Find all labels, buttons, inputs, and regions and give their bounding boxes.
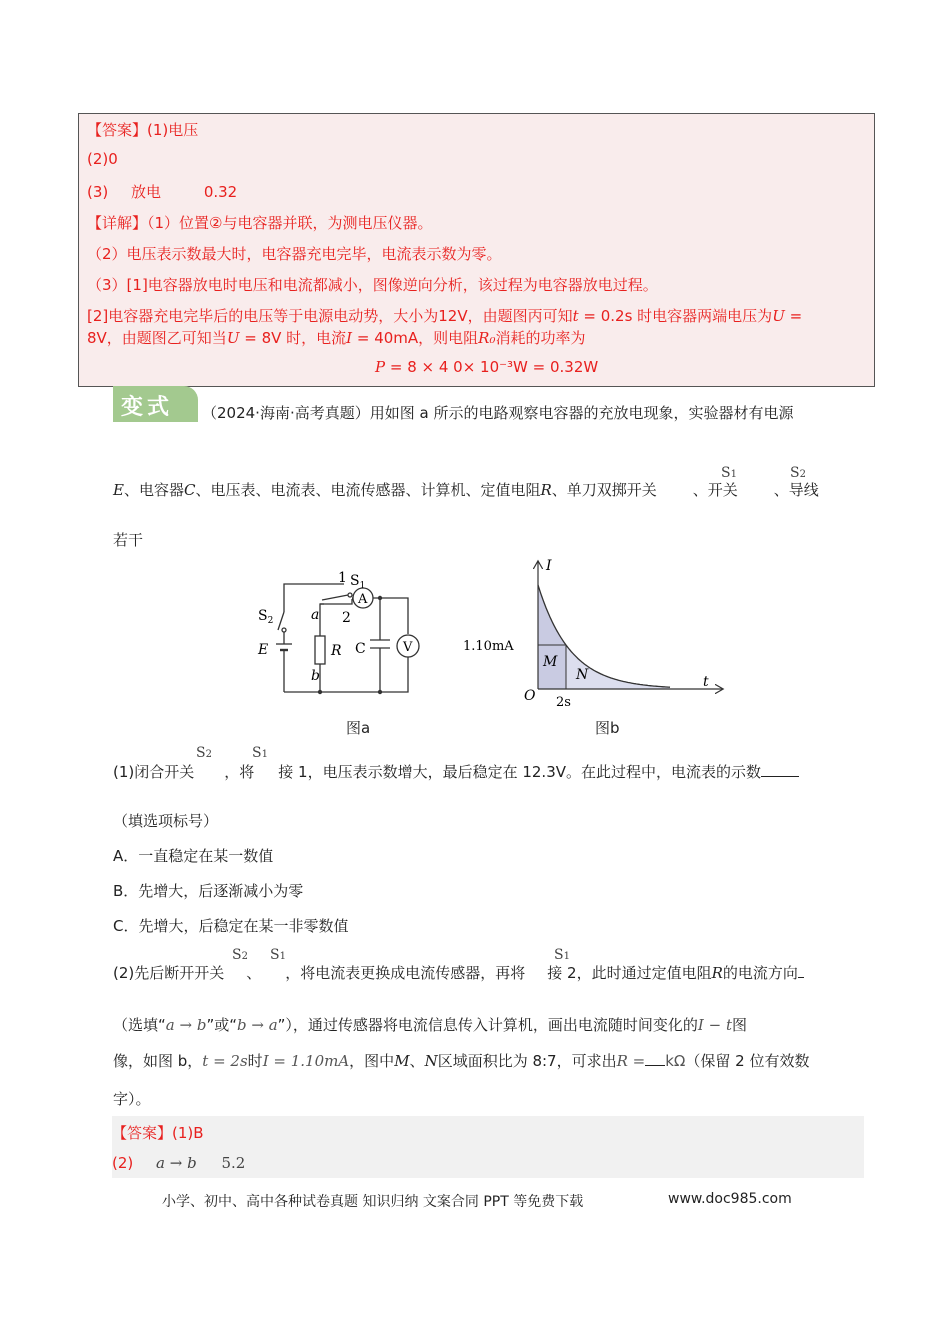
circuit-s1-letter: S — [350, 573, 360, 589]
q2-it: I − t — [697, 1016, 732, 1034]
answer-2-line-1 — [112, 1122, 204, 1143]
q2-s2-label — [232, 947, 248, 963]
var-c: C — [183, 481, 196, 499]
s1-letter: S — [721, 465, 731, 481]
q2-l3-d: 、 — [409, 1052, 425, 1070]
circuit-node-1: 1 — [338, 570, 347, 586]
s2-sub: 2 — [799, 469, 806, 480]
q2-s1b-label — [554, 947, 570, 963]
answer-2-box — [112, 1116, 864, 1178]
switch-s2-label — [790, 465, 806, 481]
detail-5-u: U — [226, 329, 240, 347]
answer-2-a1: (1)B — [172, 1124, 204, 1142]
var-d: 、开关 — [692, 481, 738, 499]
answer-2-tag: 【答案】 — [112, 1124, 173, 1142]
switch-s1-label — [721, 465, 737, 481]
q2-resistance-blank[interactable] — [645, 1065, 665, 1066]
circuit-s1 — [350, 573, 365, 591]
answer-2-val: 5.2 — [221, 1154, 246, 1172]
q1-hint: （填选项标号） — [113, 812, 219, 830]
q2-s1-sub: 1 — [279, 951, 286, 962]
var-e2: 、导线 — [773, 481, 819, 499]
q2-text: ，将电流表更换成电流传感器，再将 — [285, 964, 526, 982]
q2-l3-b: 时 — [247, 1052, 263, 1070]
variant-line-2 — [113, 479, 819, 500]
detail-4-a: [2]电容器充电完毕后的电压等于电源电动势，大小为12V，由题图丙可知 — [87, 307, 573, 325]
graph-current-mark: 1.10mA — [463, 639, 514, 654]
q1-s1-label — [252, 745, 268, 761]
detail-4-u: U — [772, 307, 785, 325]
answer-3-b: 0.32 — [203, 183, 238, 201]
var-e: E — [113, 481, 124, 499]
variant-line-3: 若干 — [113, 531, 144, 549]
it-graph — [460, 556, 730, 716]
formula-body: = 8 × 4 0× 10⁻³W = 0.32W — [385, 358, 599, 376]
detail-line-3: （3）[1]电容器放电时电压和电流都减小，图像逆向分析，该过程为电容器放电过程。 — [87, 276, 658, 294]
graph-n-label: N — [576, 667, 589, 683]
voltmeter-label: V — [403, 640, 413, 655]
formula-p: P — [375, 358, 386, 376]
q2-line-2 — [113, 1014, 747, 1035]
q2-r-eq: R = — [616, 1052, 646, 1070]
q2-n: N — [424, 1052, 438, 1070]
circuit-s2 — [258, 608, 273, 626]
answer-2-line-2 — [112, 1154, 245, 1172]
circuit-r: R — [331, 643, 342, 659]
detail-5-i: I — [346, 329, 353, 347]
detail-5-d: 消耗的功率为 — [495, 329, 586, 347]
s2-letter: S — [790, 465, 800, 481]
q1-line — [113, 761, 799, 782]
detail-line-5 — [87, 327, 586, 348]
answer-line-3 — [87, 181, 237, 202]
q2-s1b-letter: S — [554, 947, 564, 963]
answer-line-1 — [87, 119, 198, 140]
q2-unit: kΩ — [665, 1052, 686, 1070]
q2-ab: a → b — [165, 1016, 207, 1034]
answer-2-dir: a → b — [156, 1154, 197, 1172]
ammeter-label: A — [358, 592, 368, 607]
graph-m-label: M — [543, 654, 558, 670]
q2-line-4: 字）。 — [113, 1090, 151, 1108]
answer-tag: 【答案】 — [87, 121, 148, 139]
q2-r: R — [711, 964, 723, 982]
var-r: R — [540, 481, 552, 499]
variant-intro: （2024·海南·高考真题）用如图 a 所示的电路观察电容器的充放电现象，实验器材有电源 — [202, 404, 794, 422]
q2-sep: 、 — [246, 964, 262, 982]
detail-4-b: = 0.2s 时电容器两端电压为 — [578, 307, 773, 325]
q2-s1-label — [270, 947, 286, 963]
figure-a-caption: 图a — [346, 719, 371, 737]
region-m — [538, 585, 566, 689]
q2-l2-c: ”），通过传感器将电流信息传入计算机，画出电流随时间变化的 — [277, 1016, 698, 1034]
q1-option-c: C．先增大，后稳定在某一非零数值 — [113, 917, 349, 935]
graph-time-mark: 2s — [556, 695, 571, 710]
q1-option-a: A．一直稳定在某一数值 — [113, 847, 274, 865]
q2-line-3 — [113, 1050, 810, 1071]
q2-s2-letter: S — [232, 947, 242, 963]
circuit-node-2: 2 — [342, 610, 351, 626]
detail-line-1 — [87, 212, 433, 233]
answer-box — [78, 113, 875, 387]
graph-origin: O — [524, 688, 536, 704]
q2-text2: 接 2，此时通过定值电阻 — [547, 964, 712, 982]
q2-l3-f: （保留 2 位有效数 — [685, 1052, 810, 1070]
detail-4-c: = — [784, 307, 803, 325]
circuit-e: E — [258, 642, 269, 658]
circuit-s1-sub: 1 — [359, 581, 366, 591]
var-c2: 、单刀双掷开关 — [551, 481, 657, 499]
var-b: 、电压表、电流表、电流传感器、计算机、定值电阻 — [195, 481, 541, 499]
q2-m: M — [394, 1052, 410, 1070]
q2-t-eq: t = 2s — [202, 1052, 248, 1070]
q1-answer-blank[interactable] — [761, 776, 799, 777]
var-a: 、电容器 — [123, 481, 184, 499]
detail-line-2: （2）电压表示数最大时，电容器充电完毕，电流表示数为零。 — [87, 245, 502, 263]
q2-l3-e: 区域面积比为 8:7，可求出 — [437, 1052, 617, 1070]
footer-text: 小学、初中、高中各种试卷真题 知识归纳 文案合同 PPT 等免费下载 — [162, 1194, 584, 1210]
circuit-s2-letter: S — [258, 608, 268, 624]
q2-l3-c: ，图中 — [349, 1052, 395, 1070]
figure-b-caption: 图b — [595, 719, 620, 737]
q2-l2-d: 图 — [731, 1016, 747, 1034]
footer-url[interactable]: www.doc985.com — [668, 1191, 792, 1207]
q1-option-b: B．先增大，后逐渐减小为零 — [113, 882, 304, 900]
q1-prefix: (1)闭合开关 — [113, 763, 195, 781]
detail-1: （1）位置②与电容器并联，为测电压仪器。 — [147, 214, 433, 232]
q2-l2-b: ”或“ — [206, 1016, 237, 1034]
answer-line-2: (2)0 — [87, 150, 118, 168]
q1-s2-label — [196, 745, 212, 761]
detail-5-c: = 40mA，则电阻 — [352, 329, 479, 347]
variant-badge — [113, 386, 198, 422]
power-formula — [375, 358, 598, 376]
q2-s1b-sub: 1 — [563, 951, 570, 962]
circuit-diagram — [252, 564, 442, 734]
circuit-b: b — [311, 668, 320, 684]
q2-l3-a: 像，如图 b， — [113, 1052, 203, 1070]
q1-s1-letter: S — [252, 745, 262, 761]
q1-text: 接 1，电压表示数增大，最后稳定在 12.3V。在此过程中，电流表的示数 — [278, 763, 762, 781]
detail-5-b: = 8V 时，电流 — [239, 329, 347, 347]
q2-s2-sub: 2 — [241, 951, 248, 962]
detail-4-t: t — [572, 307, 579, 325]
detail-tag: 【详解】 — [87, 214, 148, 232]
q1-s2-letter: S — [196, 745, 206, 761]
answer-3-a: 放电 — [131, 183, 162, 201]
graph-i-label: I — [546, 558, 552, 574]
q2-line-1 — [113, 962, 804, 983]
circuit-c: C — [355, 641, 366, 657]
detail-line-4 — [87, 305, 802, 326]
q1-s2-sub: 2 — [205, 749, 212, 760]
circuit-s2-sub: 2 — [267, 616, 274, 626]
q2-s1-letter: S — [270, 947, 280, 963]
q1-mid: ，将 — [224, 763, 255, 781]
q2-prefix: (2)先后断开开关 — [113, 964, 225, 982]
answer-2-num: (2) — [112, 1154, 134, 1172]
q1-s1-sub: 1 — [261, 749, 268, 760]
q2-text3: 的电流方向 — [722, 964, 798, 982]
graph-t-label: t — [703, 674, 709, 690]
circuit-a: a — [311, 607, 320, 623]
detail-5-a: 8V，由题图乙可知当 — [87, 329, 227, 347]
q2-l2-a: （选填“ — [113, 1016, 166, 1034]
q2-ba: b → a — [236, 1016, 278, 1034]
detail-5-r: R₀ — [478, 329, 496, 347]
answer-3-num: (3) — [87, 183, 109, 201]
q2-i-eq: I = 1.10mA — [262, 1052, 350, 1070]
answer-1: (1)电压 — [147, 121, 199, 139]
q2-direction-blank[interactable] — [798, 977, 804, 978]
variant-badge-label: 变式 — [121, 395, 174, 420]
s1-sub: 1 — [730, 469, 737, 480]
